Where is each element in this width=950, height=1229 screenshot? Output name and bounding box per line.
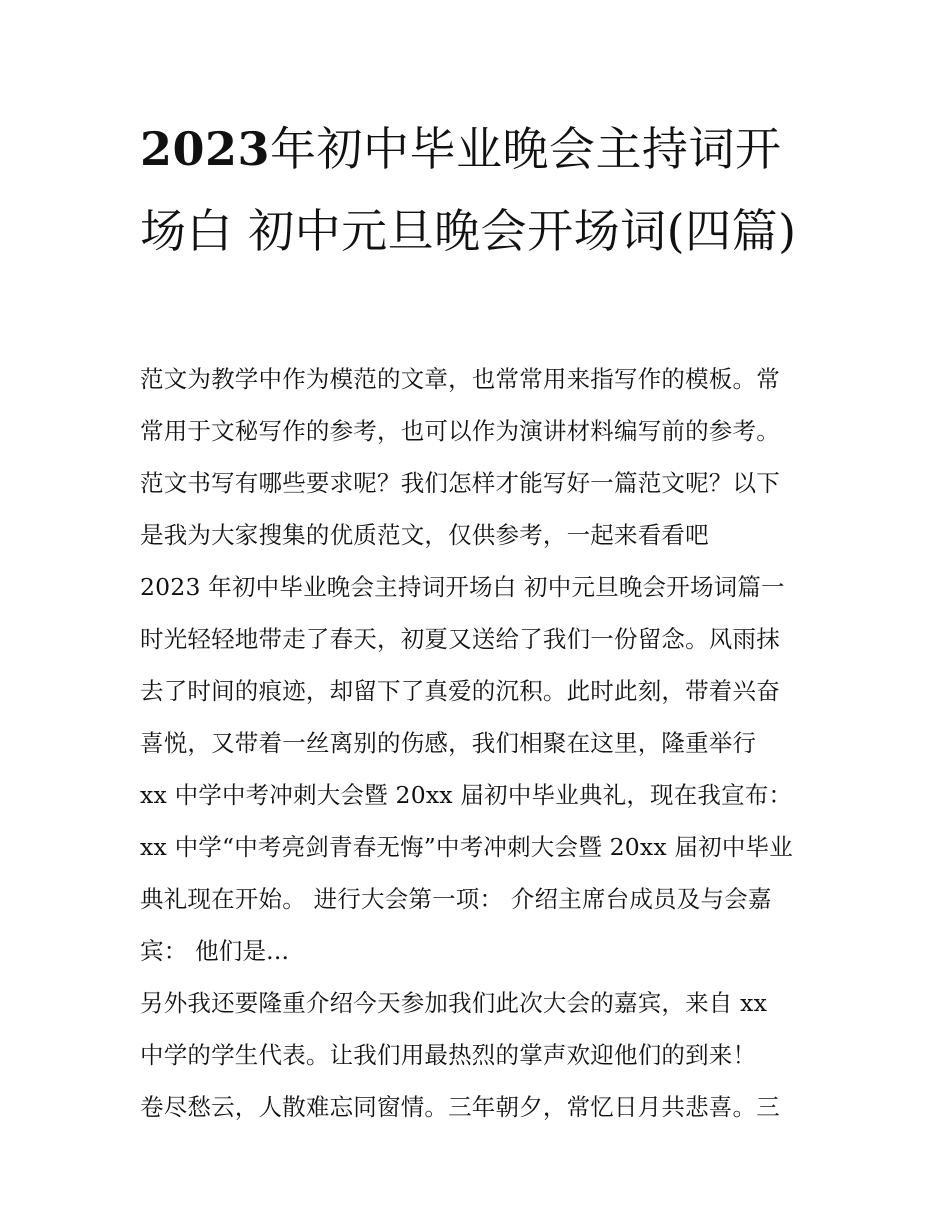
paragraph-line: 范文为教学中作为模范的文章，也常常用来指写作的模板。常: [140, 365, 780, 393]
paragraph-line: 范文书写有哪些要求呢？我们怎样才能写好一篇范文呢？以下: [140, 469, 780, 497]
document-body: [140, 353, 820, 1133]
section-heading: 2023 年初中毕业晚会主持词开场白 初中元旦晚会开场词篇一: [140, 573, 785, 601]
document-title: [140, 108, 820, 272]
paragraph-line: 时光轻轻地带走了春天，初夏又送给了我们一份留念。风雨抹: [140, 625, 780, 653]
paragraph-line: 宾： 他们是...: [140, 937, 290, 965]
paragraph-line: xx 中学“中考亮剑青春无悔”中考冲刺大会暨 20xx 届初中毕业: [140, 833, 793, 861]
paragraph-line: 常用于文秘写作的参考，也可以作为演讲材料编写前的参考。: [140, 417, 780, 445]
paragraph-line: xx 中学中考冲刺大会暨 20xx 届初中毕业典礼，现在我宣布：: [140, 781, 793, 809]
paragraph-line: 中学的学生代表。让我们用最热烈的掌声欢迎他们的到来！: [140, 1041, 757, 1069]
paragraph-line: 典礼现在开始。 进行大会第一项： 介绍主席台成员及与会嘉: [140, 885, 772, 913]
paragraph-line: 是我为大家搜集的优质范文，仅供参考，一起来看看吧: [140, 521, 709, 549]
title-text: 年初中毕业晚会主持词开场白 初中元旦晚会开场词(四篇): [140, 122, 797, 258]
paragraph-line: 喜悦，又带着一丝离别的伤感，我们相聚在这里，隆重举行: [140, 729, 757, 757]
paragraph-line: 另外我还要隆重介绍今天参加我们此次大会的嘉宾，来自 xx: [140, 989, 768, 1017]
paragraph-line: 去了时间的痕迹，却留下了真爱的沉积。此时此刻，带着兴奋: [140, 677, 780, 705]
title-year: 2023: [140, 122, 271, 176]
paragraph-line: 卷尽愁云，人散难忘同窗情。三年朝夕，常忆日月共悲喜。三: [140, 1093, 780, 1121]
